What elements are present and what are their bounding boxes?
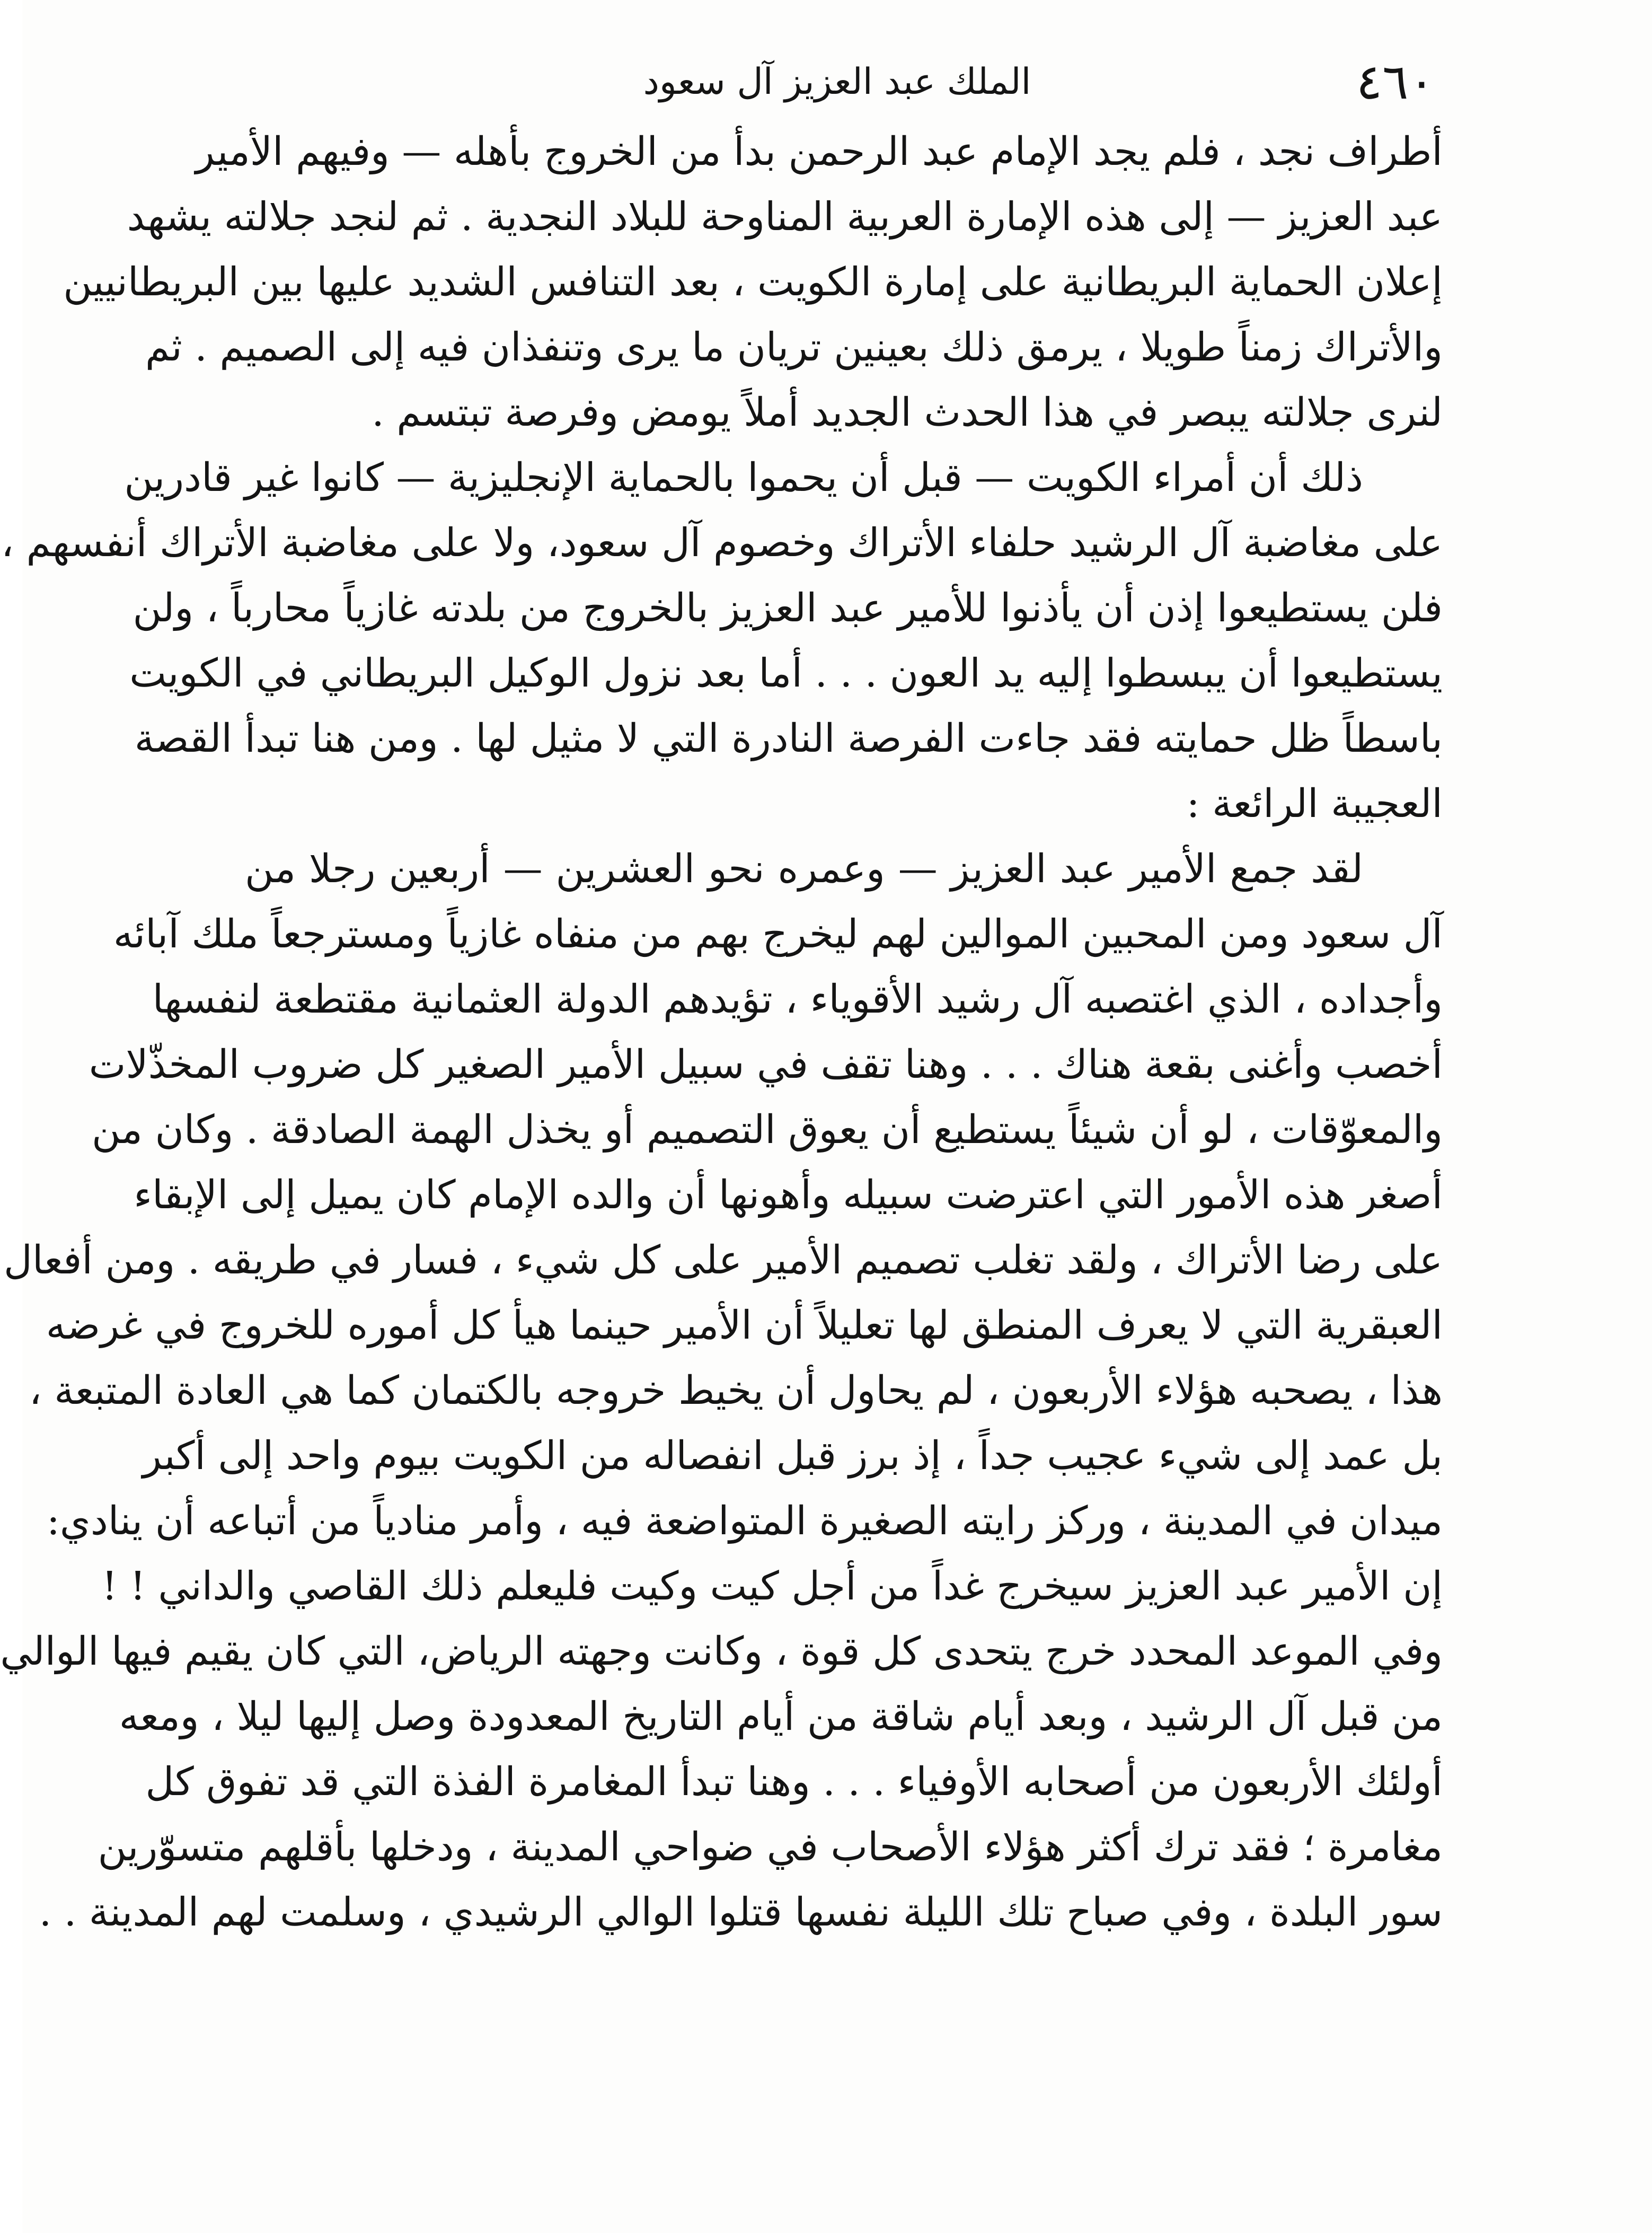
- text-line: على مغاضبة آل الرشيد حلفاء الأتراك وخصوم آل سعود، ولا على مغاضبة الأتراك أنفسهم ،: [1, 520, 1443, 566]
- text-line: إعلان الحماية البريطانية على إمارة الكويت ، بعد التنافس الشديد عليها بين البريطانيين: [63, 259, 1443, 305]
- text-line: أخصب وأغنى بقعة هناك . . . وهنا تقف في سبيل الأمير الصغير كل ضروب المخذّلات: [89, 1042, 1443, 1087]
- text-line: فلن يستطيعوا إذن أن يأذنوا للأمير عبد العزيز بالخروج من بلدته غازياً محارباً ، ولن: [132, 585, 1443, 631]
- page-number: ٤٦٠: [1356, 54, 1435, 110]
- paragraph-start-line: لقد جمع الأمير عبد العزيز — وعمره نحو العشرين — أربعين رجلا من: [245, 846, 1363, 892]
- text-line: هذا ، يصحبه هؤلاء الأربعون ، لم يحاول أن يخيط خروجه بالكتمان كما هي العادة المتبعة ،: [29, 1368, 1443, 1413]
- text-line: وفي الموعد المحدد خرج يتحدى كل قوة ، وكانت وجهته الرياض، التي كان يقيم فيها الوالي: [0, 1629, 1443, 1674]
- text-line: ميدان في المدينة ، وركز رايته الصغيرة المتواضعة فيه ، وأمر منادياً من أتباعه أن ينادي:: [46, 1498, 1443, 1544]
- text-line: سور البلدة ، وفي صباح تلك الليلة نفسها قتلوا الوالي الرشيدي ، وسلمت لهم المدينة . .: [39, 1889, 1443, 1935]
- text-line: وأجداده ، الذي اغتصبه آل رشيد الأقوياء ، تؤيدهم الدولة العثمانية مقتطعة لنفسها: [152, 977, 1443, 1022]
- text-line: يستطيعوا أن يبسطوا إليه يد العون . . . أما بعد نزول الوكيل البريطاني في الكويت: [129, 650, 1443, 696]
- text-line: بل عمد إلى شيء عجيب جداً ، إذ برز قبل انفصاله من الكويت بيوم واحد إلى أكبر: [143, 1433, 1443, 1479]
- text-line: العجيبة الرائعة :: [1186, 781, 1443, 827]
- running-header: [240, 50, 1435, 114]
- text-line: أصغر هذه الأمور التي اعترضت سبيله وأهونها أن والده الإمام كان يميل إلى الإبقاء: [134, 1172, 1443, 1218]
- body-text: [0, 119, 1443, 1945]
- text-line: إن الأمير عبد العزيز سيخرج غداً من أجل كيت وكيت فليعلم ذلك القاصي والداني ! !: [101, 1563, 1443, 1609]
- text-line: العبقرية التي لا يعرف المنطق لها تعليلاً أن الأمير حينما هيأ كل أموره للخروج في غرضه: [46, 1303, 1443, 1348]
- text-line: والأتراك زمناً طويلا ، يرمق ذلك بعينين تريان ما يرى وتنفذان فيه إلى الصميم . ثم: [145, 324, 1443, 370]
- text-line: على رضا الأتراك ، ولقد تغلب تصميم الأمير على كل شيء ، فسار في طريقه . ومن أفعال: [4, 1237, 1443, 1283]
- text-line: عبد العزيز — إلى هذه الإمارة العربية المناوحة للبلاد النجدية . ثم لنجد جلالته يشهد: [127, 194, 1443, 240]
- text-line: باسطاً ظل حمايته فقد جاءت الفرصة النادرة التي لا مثيل لها . ومن هنا تبدأ القصة: [134, 716, 1443, 761]
- text-line: من قبل آل الرشيد ، وبعد أيام شاقة من أيام التاريخ المعدودة وصل إليها ليلا ، ومعه: [119, 1694, 1443, 1739]
- text-line: مغامرة ؛ فقد ترك أكثر هؤلاء الأصحاب في ضواحي المدينة ، ودخلها بأقلهم متسوّرين: [98, 1824, 1443, 1870]
- text-line: أولئك الأربعون من أصحابه الأوفياء . . . وهنا تبدأ المغامرة الفذة التي قد تفوق كل: [145, 1759, 1443, 1805]
- text-line: لنرى جلالته يبصر في هذا الحدث الجديد أملاً يومض وفرصة تبتسم .: [372, 390, 1443, 435]
- paragraph-start-line: ذلك أن أمراء الكويت — قبل أن يحموا بالحماية الإنجليزية — كانوا غير قادرين: [124, 455, 1363, 500]
- running-title: الملك عبد العزيز آل سعود: [643, 61, 1031, 103]
- text-line: والمعوّقات ، لو أن شيئاً يستطيع أن يعوق التصميم أو يخذل الهمة الصادقة . وكان من: [91, 1107, 1443, 1153]
- text-line: آل سعود ومن المحبين الموالين لهم ليخرج بهم من منفاه غازياً ومسترجعاً ملك آبائه: [113, 911, 1443, 957]
- text-line: أطراف نجد ، فلم يجد الإمام عبد الرحمن بدأ من الخروج بأهله — وفيهم الأمير: [195, 129, 1443, 174]
